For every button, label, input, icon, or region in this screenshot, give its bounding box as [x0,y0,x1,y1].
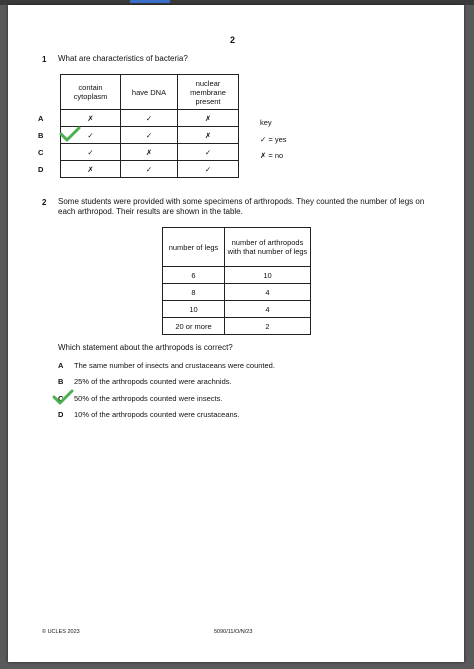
q2-cell: 8 [163,284,225,301]
answer-tick-icon [59,126,81,142]
q2-cell: 4 [225,301,311,318]
page-number: 2 [230,35,236,45]
key-yes: ✓ = yes [260,135,287,144]
table-row [163,301,311,318]
q2-cell: 10 [225,267,311,284]
q1-cell: ✓ [121,161,178,178]
q2-header-count: number of arthropods with that number of legs [225,228,311,267]
q1-header-nuclear-membrane: nuclear membrane present [178,75,239,110]
q1-cell: ✗ [61,161,121,178]
document-page[interactable] [8,5,464,662]
q1-number: 1 [42,55,47,64]
q1-cell: ✓ [121,127,178,144]
q2-table [162,227,311,335]
option-d [58,410,240,419]
q1-text: What are characteristics of bacteria? [58,54,188,63]
q1-cell: ✗ [178,127,239,144]
q1-row-label: B [38,130,44,140]
q1-cell: ✗ [121,144,178,161]
q1-cell: ✓ [121,110,178,127]
answer-tick-icon [52,389,74,405]
option-text: 10% of the arthropods counted were crustaceans. [74,410,240,419]
q2-header-legs: number of legs [163,228,225,267]
option-label: A [58,361,64,370]
q2-text: Some students were provided with some specimens of arthropods. They counted the number of legs on each arthropod. Their results are shown in the table. [58,197,425,216]
option-c [58,394,222,403]
key-title: key [260,118,272,127]
q1-cell: ✓ [61,144,121,161]
option-label: C [58,394,64,403]
table-row [36,144,239,161]
option-label: D [58,410,64,419]
q1-header-dna: have DNA [121,75,178,110]
table-row [163,318,311,335]
table-row [36,161,239,178]
q2-cell: 6 [163,267,225,284]
q2-cell: 20 or more [163,318,225,335]
q1-row-label: A [38,113,44,123]
q2-question: Which statement about the arthropods is correct? [58,343,233,352]
q1-row-label: D [38,164,44,174]
q1-cell: ✗ [61,110,121,127]
table-row [163,284,311,301]
viewer-tab-indicator [130,0,170,3]
option-a [58,361,275,370]
table-row [163,267,311,284]
option-label: B [58,377,64,386]
footer-paper-code: 5090/11/O/N/23 [214,629,253,635]
q2-cell: 2 [225,318,311,335]
table-row [36,110,239,127]
q2-cell: 10 [163,301,225,318]
q2-cell: 4 [225,284,311,301]
q1-header-cytoplasm: contain cytoplasm [61,75,121,110]
option-text: The same number of insects and crustaceans were counted. [74,361,275,370]
option-text: 50% of the arthropods counted were insects. [74,394,223,403]
q1-cell: ✗ [178,110,239,127]
q1-row-label: C [38,147,44,157]
footer-copyright: © UCLES 2023 [42,629,80,635]
key-no: ✗ = no [260,151,284,160]
option-text: 25% of the arthropods counted were arachnids. [74,377,232,386]
q2-number: 2 [42,198,47,207]
option-b [58,377,232,386]
q1-cell: ✓ [178,144,239,161]
q1-cell: ✓ [61,127,121,144]
q1-cell: ✓ [178,161,239,178]
